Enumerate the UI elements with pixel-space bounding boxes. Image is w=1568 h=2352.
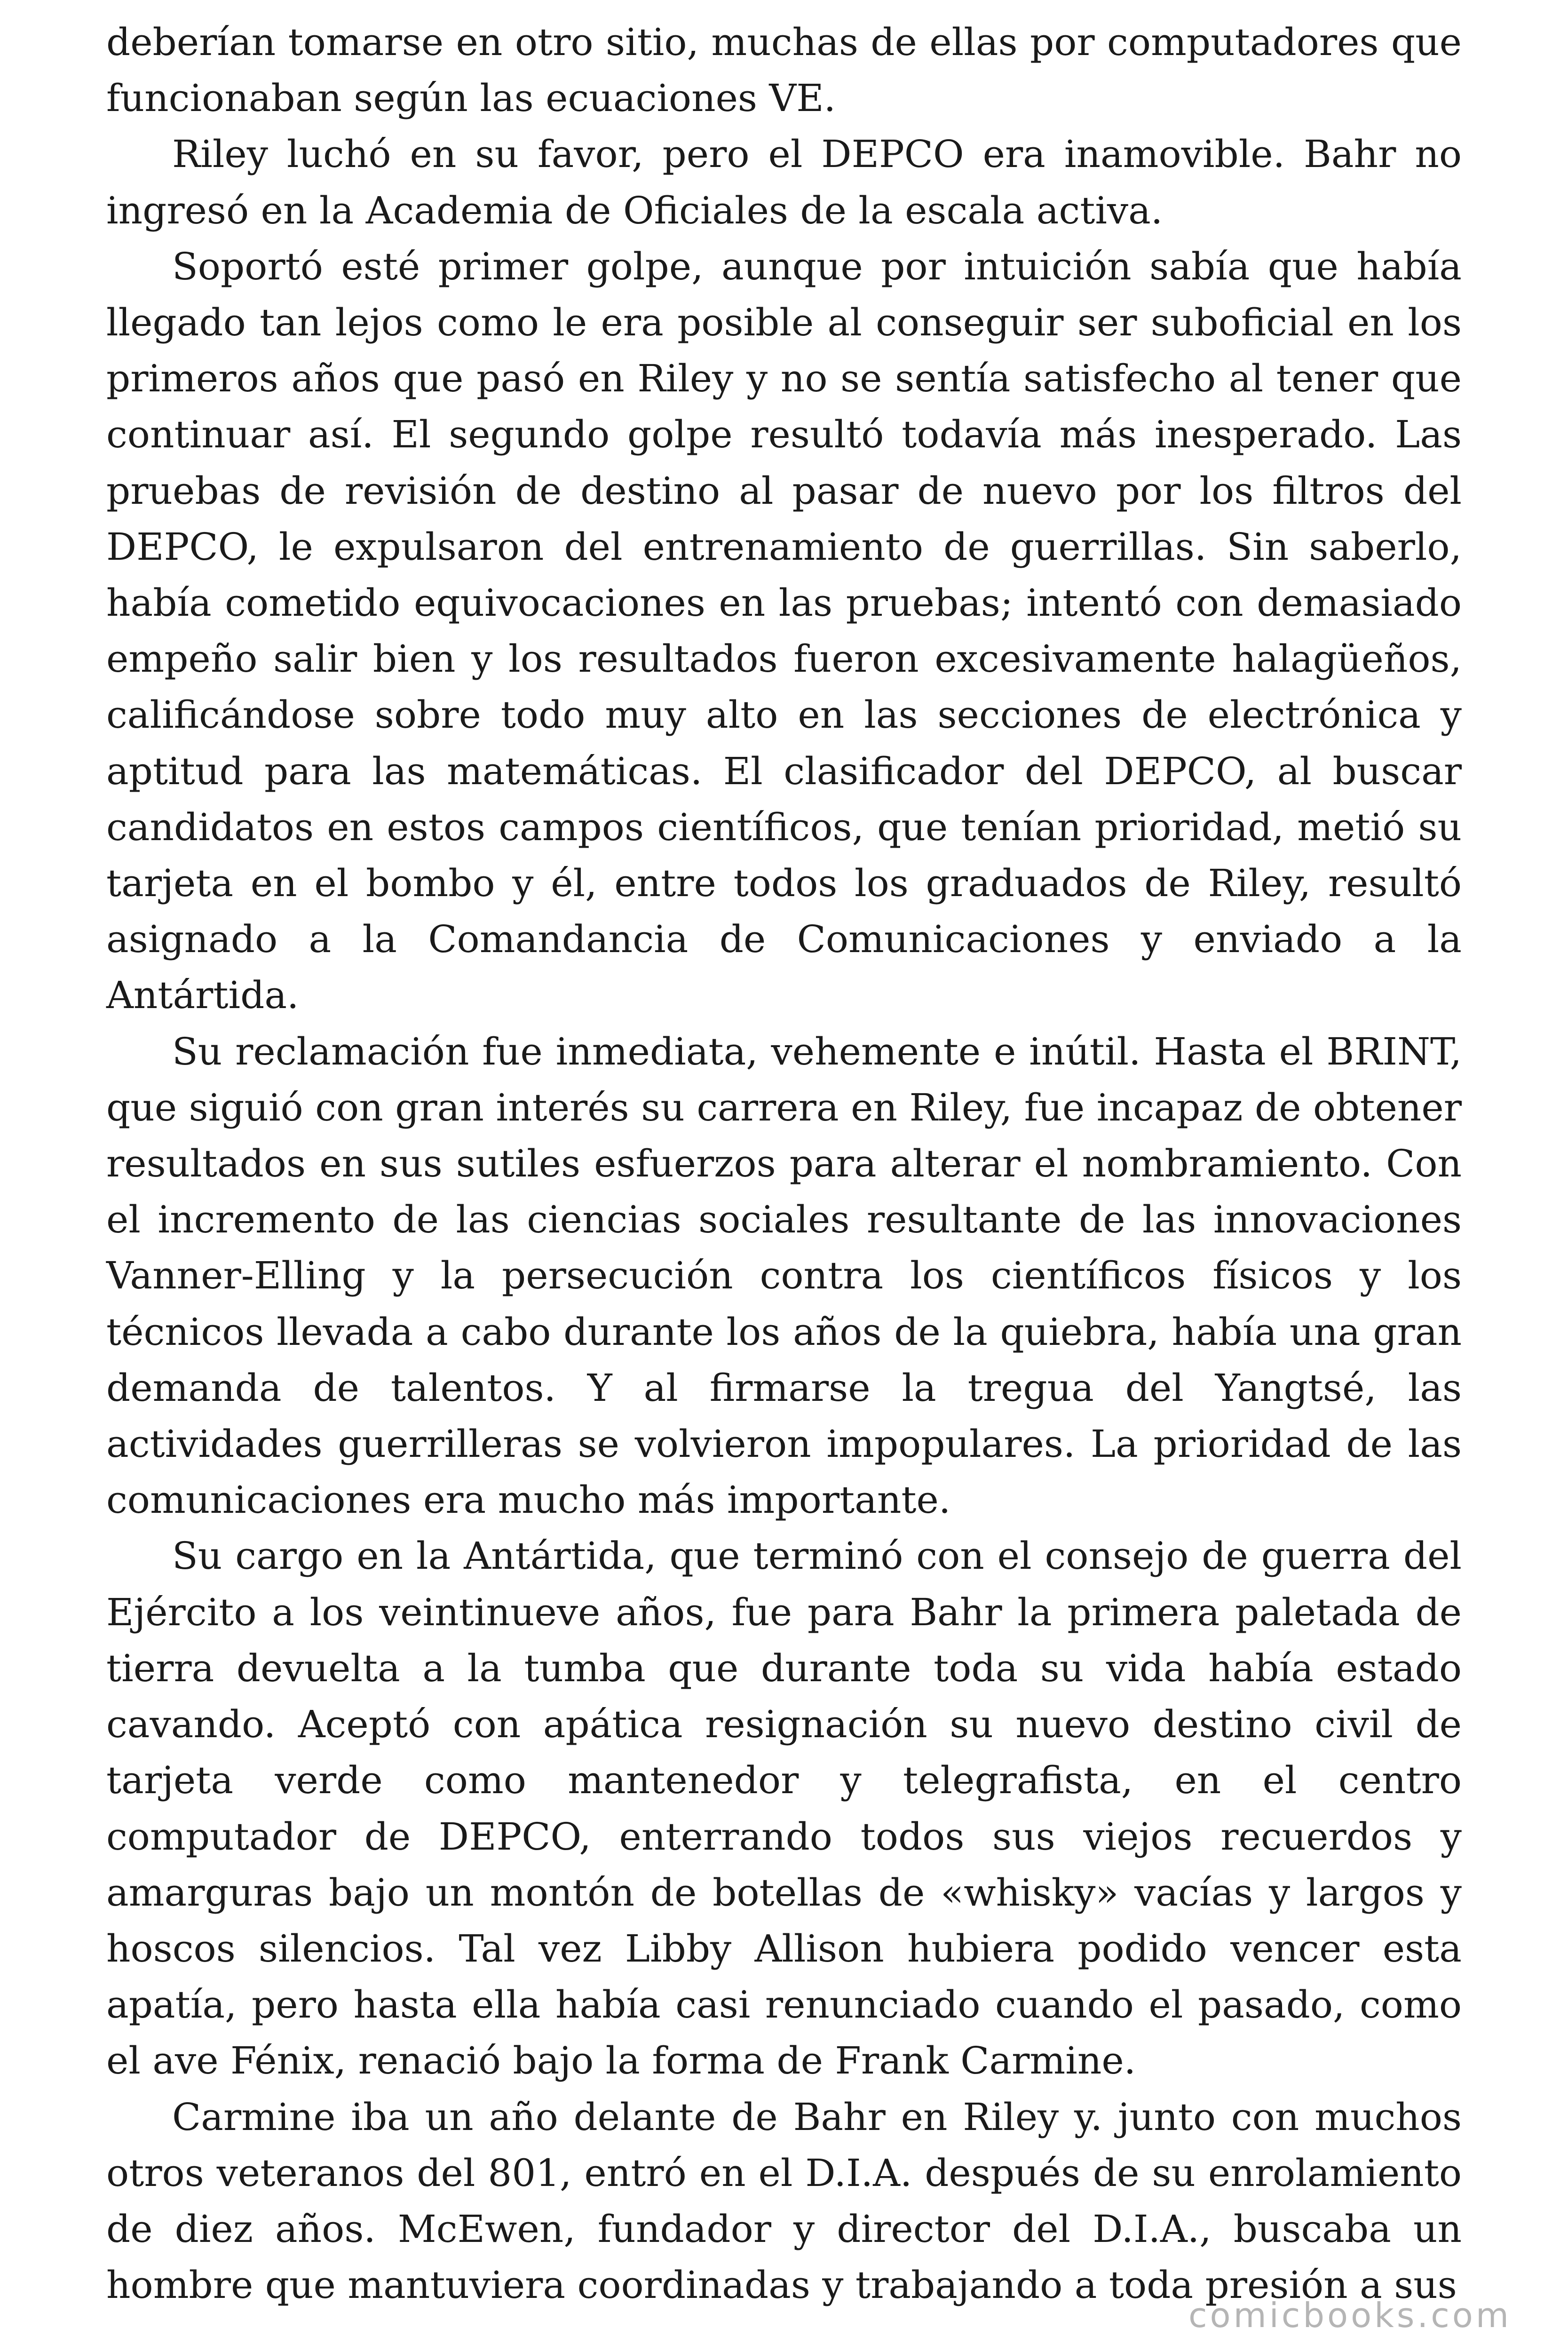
paragraph: Riley luchó en su favor, pero el DEPCO era inamovible. Bahr no ingresó en la Academia de Oficiales de la escala activa. <box>106 132 1462 232</box>
book-page-text <box>106 14 1462 2313</box>
watermark: comicbooks.com <box>1188 2296 1512 2335</box>
paragraph: Su cargo en la Antártida, que terminó con el consejo de guerra del Ejército a los veintinueve años, fue para Bahr la primera paletada de tierra devuelta a la tumba que durante toda su vida había estado cavando. Aceptó con apática resignación su nuevo destino civil de tarjeta verde como mantenedor y telegrafista, en el centro computador de DEPCO, enterrando todos sus viejos recuerdos y amarguras bajo un montón de botellas de «whisky» vacías y largos y hoscos silencios. Tal vez Libby Allison hubiera podido vencer esta apatía, pero hasta ella había casi renunciado cuando el pasado, como el ave Fénix, renació bajo la forma de Frank Carmine. <box>106 1534 1462 2083</box>
paragraph: Soportó esté primer golpe, aunque por intuición sabía que había llegado tan lejos como le era posible al conseguir ser suboficial en los primeros años que pasó en Riley y no se sentía satisfecho al tener que continuar así. El segundo golpe resultó todavía más inesperado. Las pruebas de revisión de destino al pasar de nuevo por los filtros del DEPCO, le expulsaron del entrenamiento de guerrillas. Sin saberlo, había cometido equivocaciones en las pruebas; intentó con demasiado empeño salir bien y los resultados fueron excesivamente halagüeños, calificándose sobre todo muy alto en las secciones de electrónica y aptitud para las matemáticas. El clasificador del DEPCO, al buscar candidatos en estos campos científicos, que tenían prioridad, metió su tarjeta en el bombo y él, entre todos los graduados de Riley, resultó asignado a la Comandancia de Comunicaciones y enviado a la Antártida. <box>106 244 1462 1017</box>
paragraph: Su reclamación fue inmediata, vehemente e inútil. Hasta el BRINT, que siguió con gran interés su carrera en Riley, fue incapaz de obtener resultados en sus sutiles esfuerzos para alterar el nombramiento. Con el incremento de las ciencias sociales resultante de las innovaciones Vanner-Elling y la persecución contra los científicos físicos y los técnicos llevada a cabo durante los años de la quiebra, había una gran demanda de talentos. Y al firmarse la tregua del Yangtsé, las actividades guerrilleras se volvieron impopulares. La prioridad de las comunicaciones era mucho más importante. <box>106 1029 1462 1522</box>
paragraph: Carmine iba un año delante de Bahr en Riley y. junto con muchos otros veteranos del 801, entró en el D.I.A. después de su enrolamiento de diez años. McEwen, fundador y director del D.I.A., buscaba un hombre que mantuviera coordinadas y trabajando a toda presión a sus <box>106 2095 1462 2307</box>
paragraph-continuation: deberían tomarse en otro sitio, muchas de ellas por computadores que funcionaban según las ecuaciones VE. <box>106 20 1462 120</box>
